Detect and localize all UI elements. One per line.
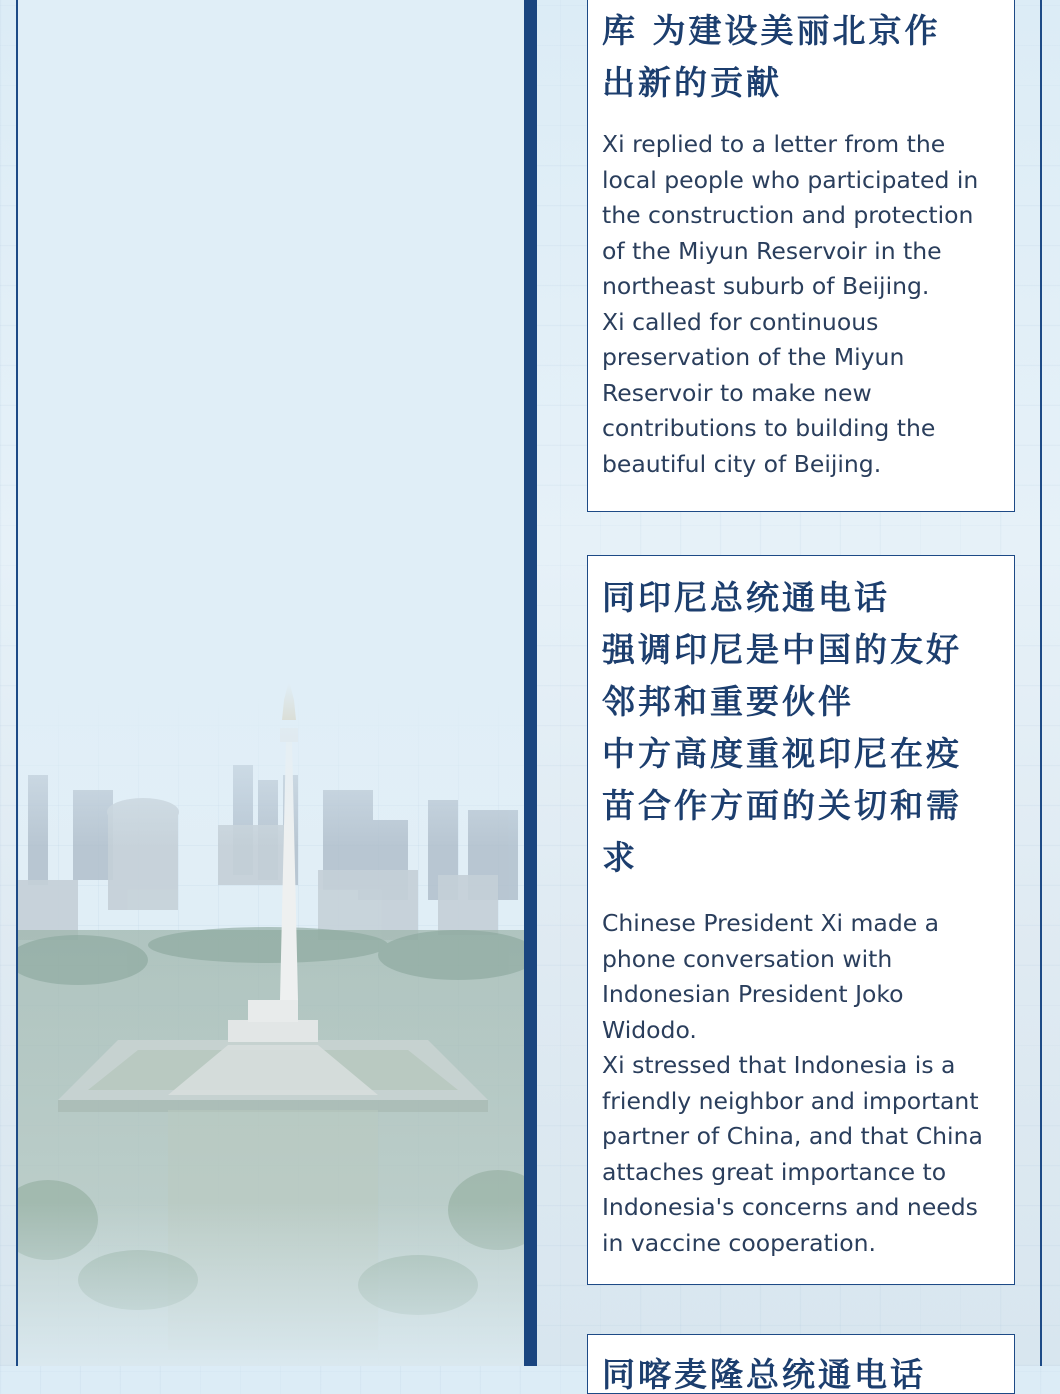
card-body: Chinese President Xi made a phone conversation with Indonesian President Joko Widodo. Xi stressed that Indonesia is a friendly neighbor and important partner of China, and that China attaches great importance to Indonesia's concerns and needs in vaccine cooperation. xyxy=(602,909,983,1257)
card-title: 同喀麦隆总统通电话 xyxy=(602,1355,926,1394)
news-card xyxy=(587,1334,1015,1394)
card-title: 库 为建设美丽北京作 出新的贡献 xyxy=(602,11,941,102)
right-frame-line xyxy=(1040,0,1042,1366)
news-card xyxy=(587,0,1015,512)
card-title: 同印尼总统通电话 强调印尼是中国的友好 邻邦和重要伙伴 中方高度重视印尼在疫 苗合作方面的关切和需 求 xyxy=(602,578,962,877)
news-card xyxy=(587,555,1015,1285)
monument-cityscape-illustration xyxy=(18,0,524,1366)
card-body: Xi replied to a letter from the local people who participated in the construction and protection of the Miyun Reservoir in the northeast suburb of Beijing. Xi called for continuous preservation of the Miyun Reservoir to make new contributions to building the beautiful city of Beijing. xyxy=(602,130,979,478)
left-frame-line xyxy=(16,0,18,1366)
timeline-bar xyxy=(524,0,537,1366)
background-illustration-panel xyxy=(18,0,524,1366)
